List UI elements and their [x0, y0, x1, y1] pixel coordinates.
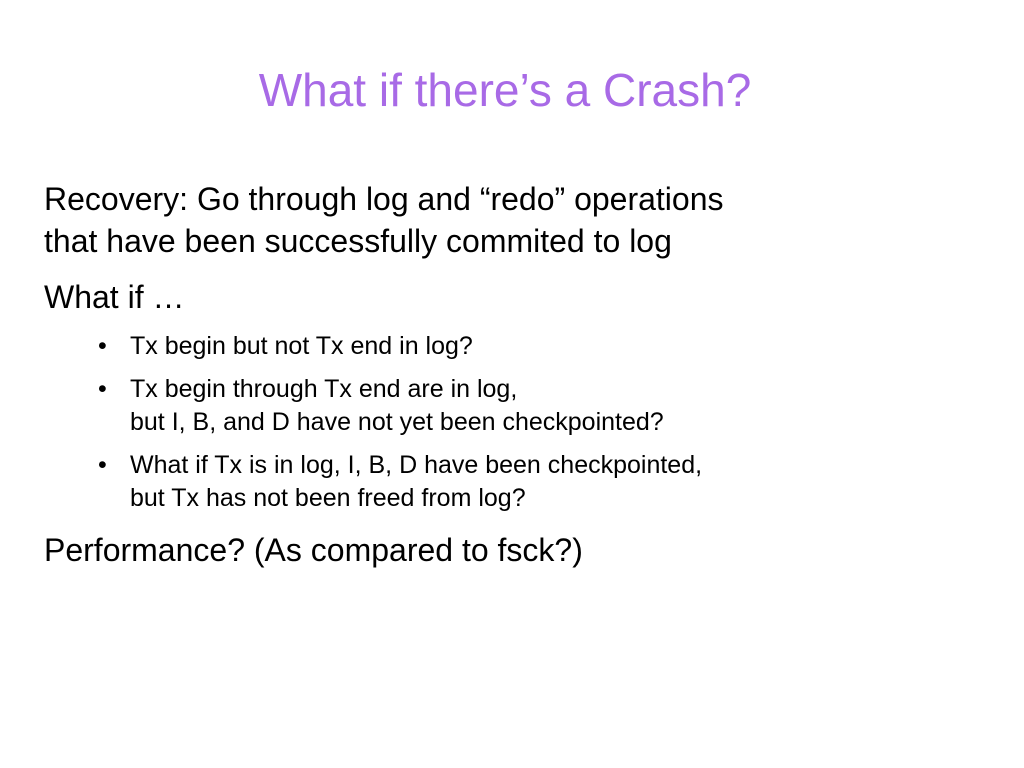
subpoint-line: but I, B, and D have not yet been checkpointed?: [130, 408, 664, 436]
subpoint-item: [44, 330, 984, 363]
what-if-text: What if …: [44, 279, 185, 315]
performance-point: [44, 529, 984, 571]
slide-body: [44, 178, 984, 571]
what-if-subpoints: [44, 330, 984, 515]
performance-text: Performance? (As compared to fsck?): [44, 532, 583, 568]
subpoint-line: but Tx has not been freed from log?: [130, 484, 526, 512]
subpoint-line: Tx begin but not Tx end in log?: [130, 332, 473, 360]
slide-title: What if there’s a Crash?: [258, 64, 752, 116]
subpoint-item: [44, 373, 984, 439]
recovery-point: [44, 178, 984, 262]
bullet-icon: •: [98, 451, 107, 479]
recovery-line-2: that have been successfully commited to log: [44, 223, 672, 259]
bullet-icon: •: [98, 332, 107, 360]
subpoint-line: Tx begin through Tx end are in log,: [130, 375, 518, 403]
what-if-point: [44, 276, 984, 318]
subpoint-line: What if Tx is in log, I, B, D have been checkpointed,: [130, 451, 703, 479]
recovery-line-1: Recovery: Go through log and “redo” operations: [44, 181, 724, 217]
subpoint-item: [44, 449, 984, 515]
bullet-icon: •: [98, 375, 107, 403]
